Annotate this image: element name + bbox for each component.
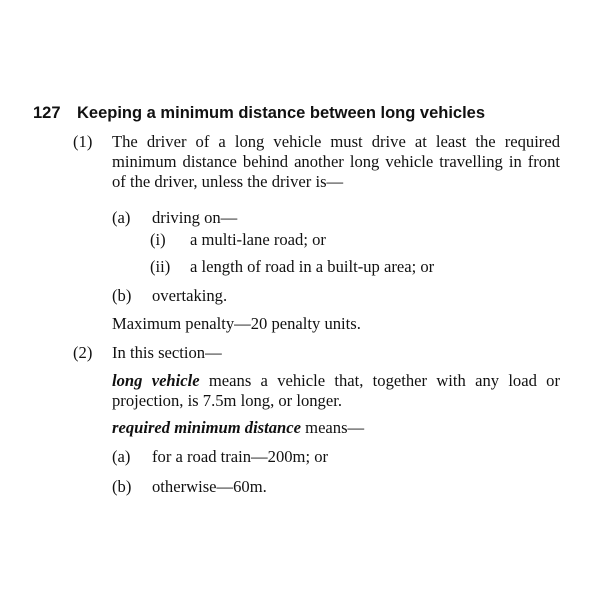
paragraph-1a-label: (a): [112, 208, 131, 227]
penalty-note: Maximum penalty—20 penalty units.: [112, 314, 361, 333]
paragraph-2a-label: (a): [112, 447, 131, 466]
subsection-1: [73, 132, 561, 192]
paragraph-1b: [112, 286, 552, 306]
definition-required-minimum-distance: [112, 418, 364, 438]
subsection-2-text: In this section—: [112, 343, 222, 362]
paragraph-1a: [112, 208, 552, 228]
subsection-1-text: The driver of a long vehicle must drive at least the required minimum distance behind another long vehicle travelling in front of the driver, unless the driver is—: [112, 132, 560, 191]
paragraph-1b-label: (b): [112, 286, 132, 305]
paragraph-2a: [112, 447, 552, 467]
definition-text-long-vehicle: means a vehicle that, together with any load or projection, is 7.5m long, or longer.: [112, 371, 560, 410]
paragraph-1b-text: overtaking.: [152, 286, 228, 305]
subparagraph-1a-ii: [150, 257, 550, 277]
paragraph-2b-label: (b): [112, 477, 132, 496]
section-title: Keeping a minimum distance between long vehicles: [77, 104, 486, 122]
subsection-2: [73, 343, 561, 363]
definition-long-vehicle: [112, 371, 560, 411]
subsection-1-label: (1): [73, 132, 93, 151]
subparagraph-1a-ii-label: (ii): [150, 257, 171, 276]
subparagraph-1a-i-text: a multi-lane road; or: [190, 230, 326, 249]
subparagraph-1a-i: [150, 230, 550, 250]
paragraph-1a-text: driving on—: [152, 208, 238, 227]
definition-text-required-minimum-distance: means—: [301, 418, 365, 437]
paragraph-2b-text: otherwise—60m.: [152, 477, 267, 496]
subparagraph-1a-ii-text: a length of road in a built-up area; or: [190, 257, 435, 276]
section-number: 127: [33, 104, 61, 122]
definition-term-required-minimum-distance: required minimum distance: [112, 418, 302, 437]
subsection-2-label: (2): [73, 343, 93, 362]
subparagraph-1a-i-label: (i): [150, 230, 166, 249]
definition-term-long-vehicle: long vehicle: [112, 371, 200, 390]
paragraph-2b: [112, 477, 552, 497]
paragraph-2a-text: for a road train—200m; or: [152, 447, 329, 466]
